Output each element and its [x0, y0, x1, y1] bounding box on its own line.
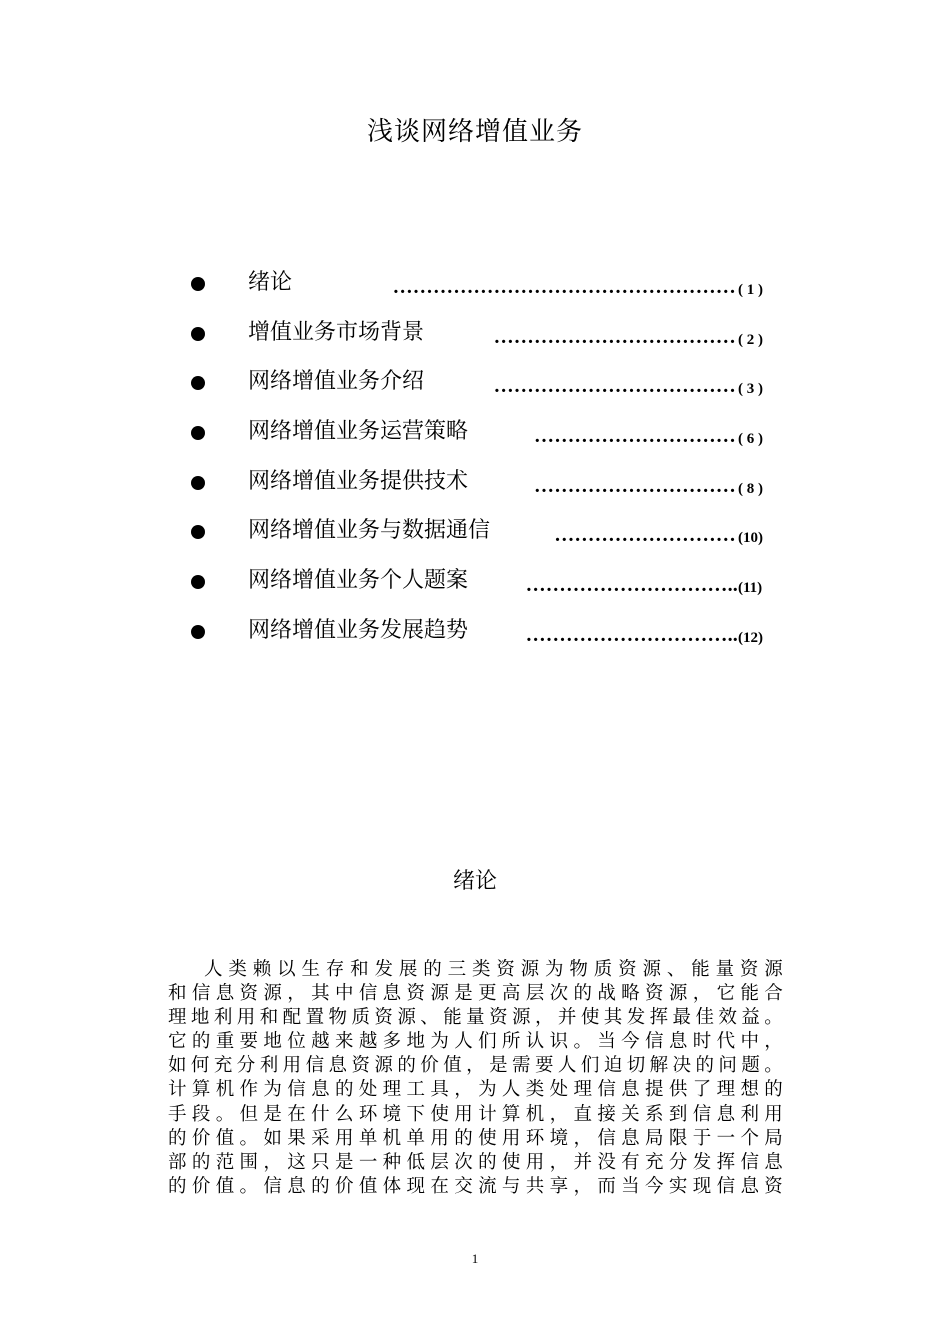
- toc-leader-dots: ……………………………………………: [392, 276, 736, 298]
- toc-page-number: ( 3 ): [738, 381, 763, 398]
- toc-entry-title: 网络增值业务与数据通信: [248, 518, 491, 544]
- toc-item: [186, 415, 786, 465]
- toc-page-number: (11): [738, 580, 763, 597]
- paragraph-line: 如何充分利用信息资源的价值，是需要人们迫切解决的问题。: [168, 1055, 786, 1077]
- toc-item: [186, 514, 786, 564]
- paragraph-line: 计算机作为信息的处理工具，为人类处理信息提供了理想的: [168, 1079, 786, 1101]
- paragraph-line: 和信息资源，其中信息资源是更高层次的战略资源，它能合: [168, 983, 786, 1005]
- table-of-contents: [186, 266, 786, 664]
- section-heading: 绪论: [452, 869, 497, 894]
- bullet-icon: [191, 525, 205, 539]
- paragraph-line: 它的重要地位越来越多地为人们所认识。当今信息时代中，: [168, 1031, 786, 1053]
- page-number: 1: [471, 1251, 479, 1266]
- toc-leader-dots: …………………………: [534, 474, 736, 497]
- toc-leader-dots: …………………………..: [525, 574, 738, 597]
- toc-item: [186, 614, 786, 664]
- toc-page-number: (12): [738, 629, 763, 646]
- bullet-icon: [191, 575, 205, 589]
- paragraph-line: 人类赖以生存和发展的三类资源为物质资源、能量资源: [204, 959, 786, 980]
- bullet-icon: [191, 327, 205, 341]
- bullet-icon: [191, 277, 205, 291]
- bullet-icon: [191, 376, 205, 390]
- toc-leader-dots: …………………………: [534, 425, 736, 448]
- toc-item: [186, 465, 786, 515]
- paragraph-line: 的价值。如果采用单机单用的使用环境，信息局限于一个局: [168, 1127, 786, 1149]
- paragraph-line: 的价值。信息的价值体现在交流与共享，而当今实现信息资: [168, 1175, 786, 1197]
- toc-page-number: ( 1 ): [738, 282, 763, 298]
- toc-page-number: ( 8 ): [738, 480, 763, 497]
- paragraph-line: 部的范围，这只是一种低层次的使用，并没有充分发挥信息: [168, 1151, 786, 1173]
- bullet-icon: [191, 426, 205, 440]
- page-title: 浅谈网络增值业务: [366, 117, 583, 147]
- toc-entry-title: 网络增值业务个人题案: [248, 568, 469, 594]
- toc-page-number: ( 2 ): [738, 331, 763, 348]
- toc-leader-dots: ………………………………: [493, 325, 736, 348]
- toc-entry-title: 绪论: [248, 270, 293, 295]
- bullet-icon: [191, 625, 205, 639]
- toc-page-number: ( 6 ): [738, 431, 763, 448]
- toc-entry-title: 增值业务市场背景: [248, 319, 425, 345]
- toc-item: [186, 365, 786, 415]
- bullet-icon: [191, 476, 205, 490]
- toc-leader-dots: ………………………………: [493, 375, 736, 398]
- body-paragraph: [168, 958, 786, 1199]
- toc-leader-dots: ………………………: [554, 524, 736, 547]
- toc-entry-title: 网络增值业务提供技术: [248, 468, 469, 494]
- paragraph-line: 理地利用和配置物质资源、能量资源，并使其发挥最佳效益。: [168, 1007, 786, 1029]
- toc-item: [186, 564, 786, 614]
- toc-item: [186, 266, 786, 316]
- toc-entry-title: 网络增值业务介绍: [248, 369, 425, 395]
- toc-entry-title: 网络增值业务发展趋势: [248, 617, 469, 643]
- toc-entry-title: 网络增值业务运营策略: [248, 419, 469, 445]
- toc-item: [186, 316, 786, 366]
- paragraph-line: 手段。但是在什么环境下使用计算机，直接关系到信息利用: [168, 1103, 786, 1125]
- toc-leader-dots: …………………………..: [525, 623, 738, 646]
- toc-page-number: (10): [738, 530, 763, 547]
